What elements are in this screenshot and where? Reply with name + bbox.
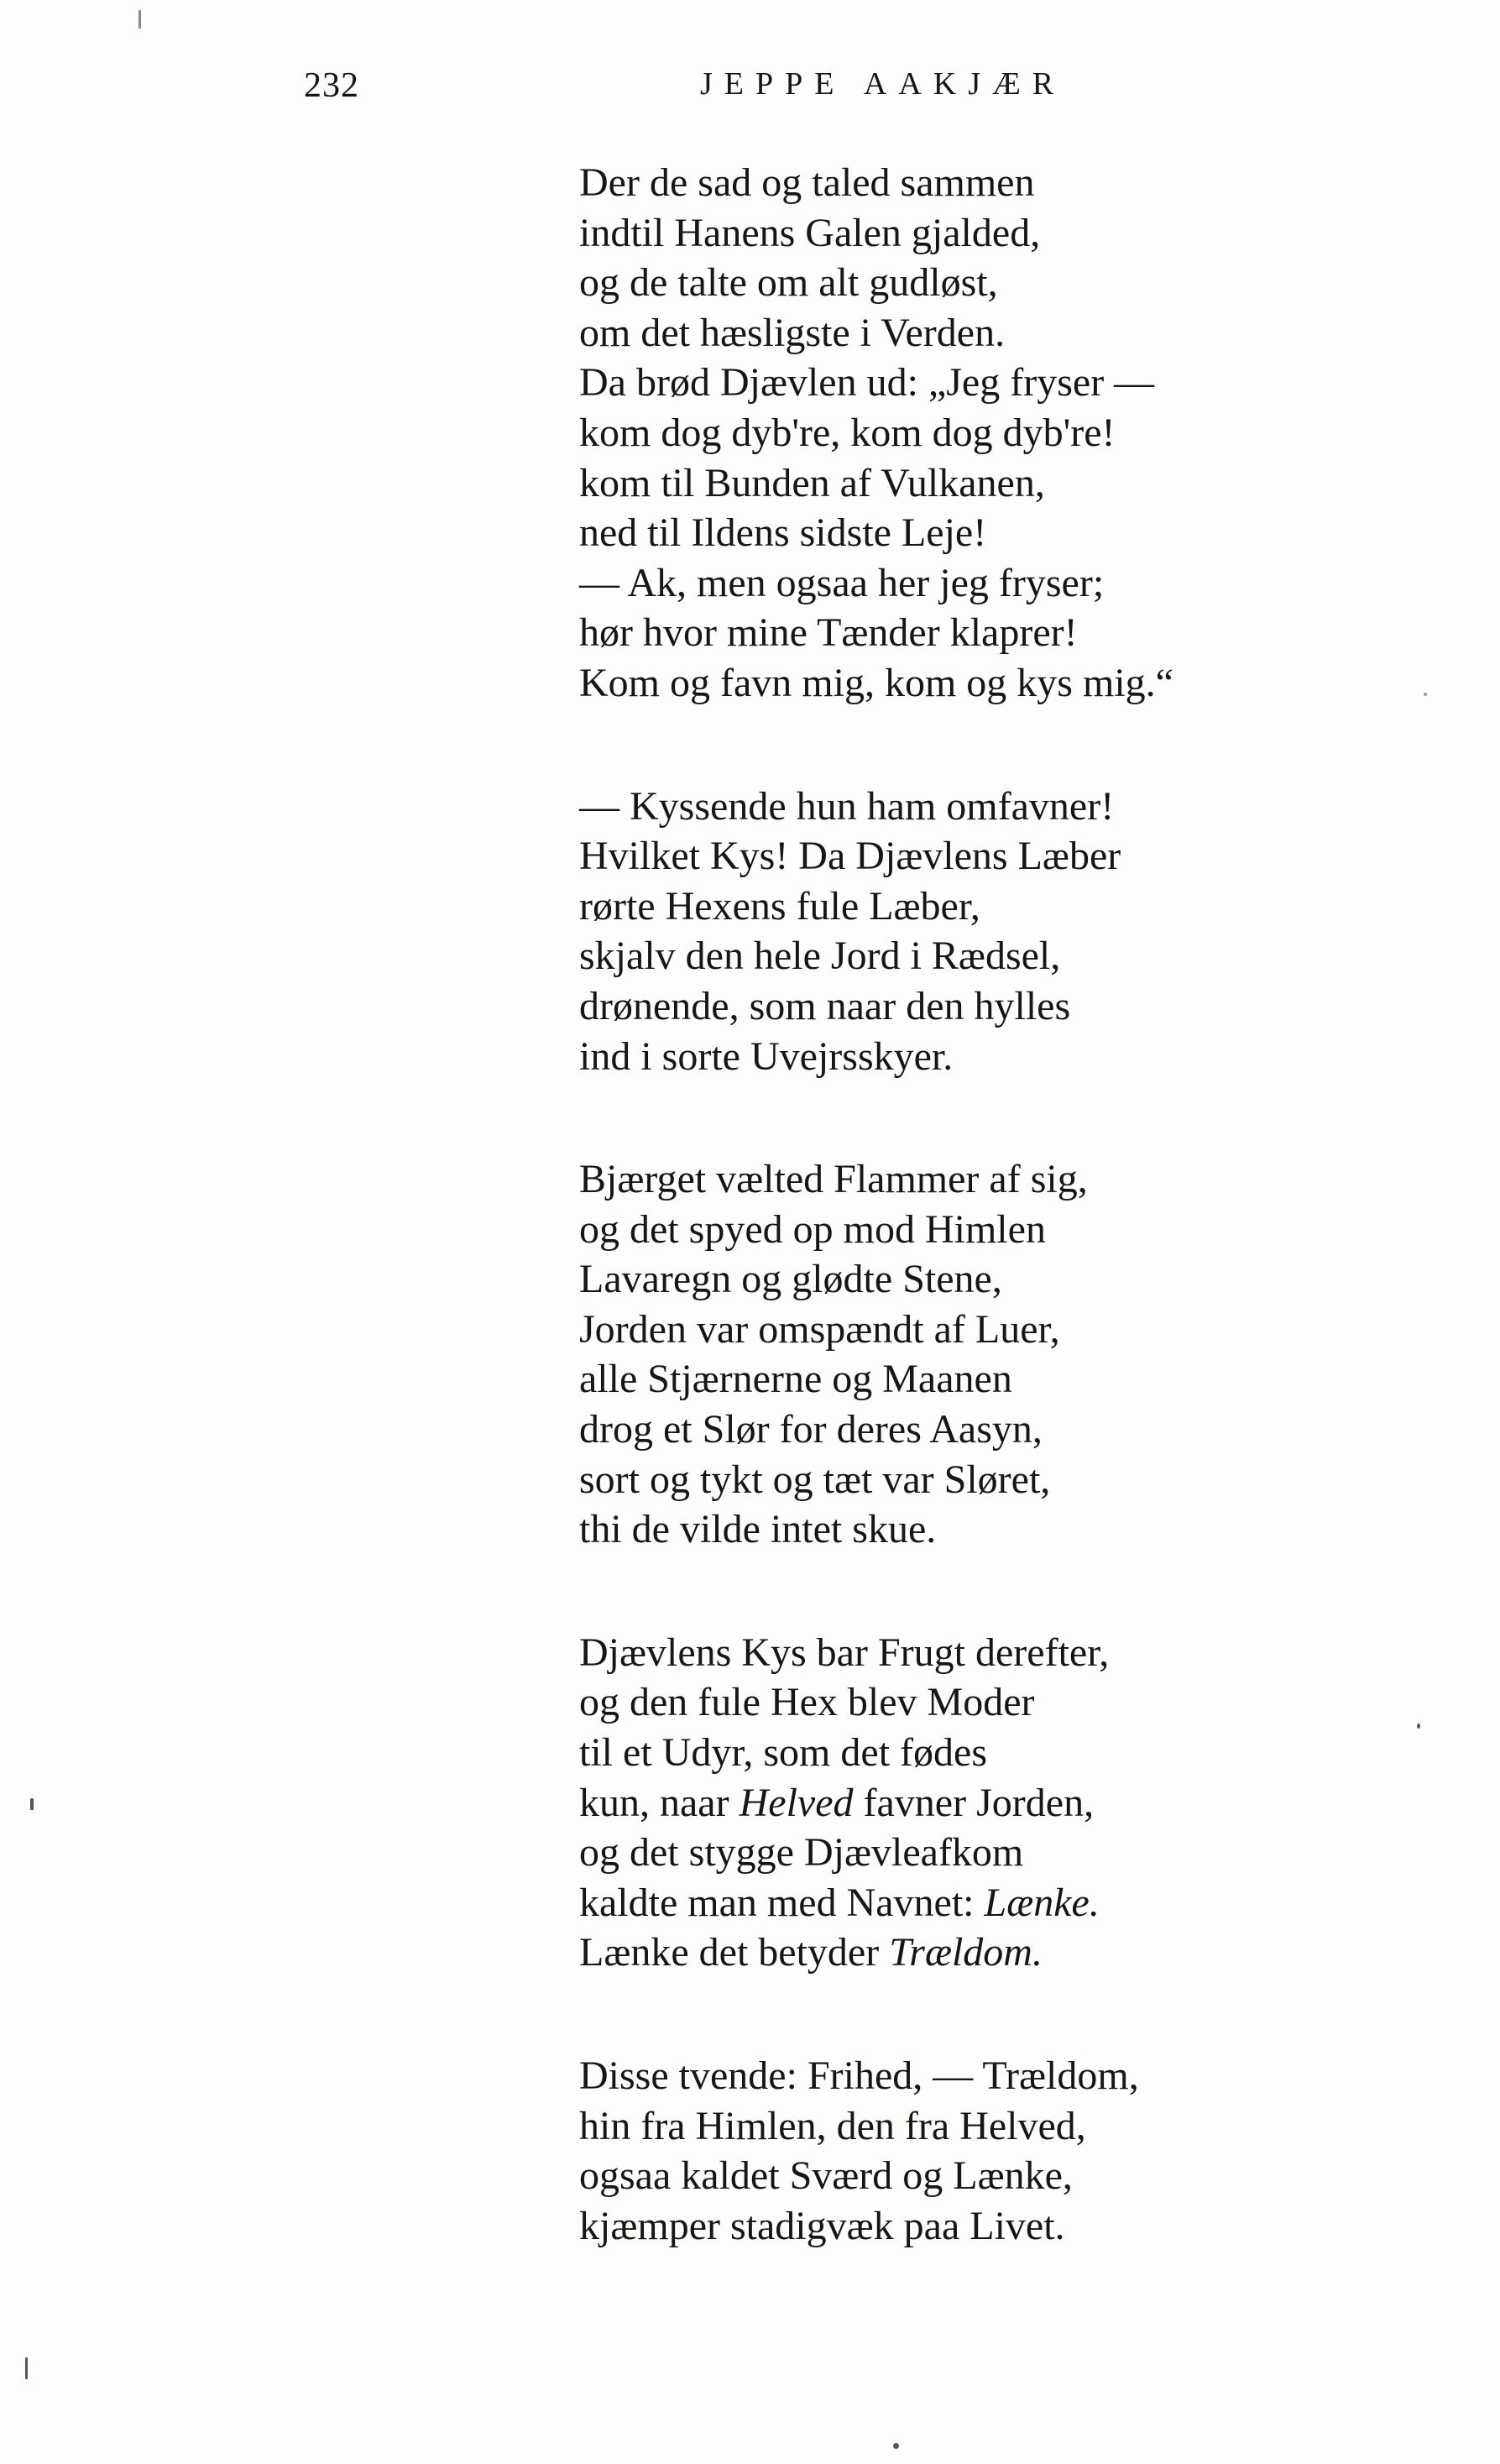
- verse-line: hin fra Himlen, den fra Helved,: [579, 2103, 1086, 2148]
- verse-line: Der de sad og taled sammen: [579, 160, 1035, 205]
- stanza-4: [579, 1628, 1419, 1978]
- verse-line: [579, 1878, 1419, 1928]
- verse-line: kom dog dyb're, kom dog dyb're!: [579, 410, 1116, 455]
- verse-line: Bjærget vælted Flammer af sig,: [579, 1157, 1088, 1202]
- verse-line: thi de vilde intet skue.: [579, 1507, 937, 1552]
- verse-line: alle Stjærnerne og Maanen: [579, 1357, 1012, 1402]
- stanza-5: [579, 2051, 1419, 2251]
- scan-speck: [25, 2357, 28, 2379]
- poem-body: [579, 158, 1419, 2324]
- verse-line: [579, 1928, 1419, 1978]
- verse-line: rørte Hexens fule Læber,: [579, 883, 980, 929]
- verse-line: drønende, som naar den hylles: [579, 983, 1071, 1028]
- verse-line: Disse tvende: Frihed, — Trældom,: [579, 2053, 1139, 2098]
- scan-speck: [30, 1798, 34, 1810]
- verse-line: Lavaregn og glødte Stene,: [579, 1257, 1002, 1302]
- italic-word: Helved: [739, 1780, 854, 1825]
- verse-line: ind i sorte Uvejrsskyer.: [579, 1033, 954, 1079]
- scan-speck: [893, 2443, 899, 2449]
- running-head: JEPPE AAKJÆR: [700, 66, 1066, 102]
- verse-line: [579, 1778, 1419, 1828]
- scan-speck: [1417, 1724, 1420, 1729]
- verse-line: og det stygge Djævleafkom: [579, 1830, 1024, 1875]
- italic-word: Trældom.: [889, 1930, 1043, 1975]
- stanza-1: [579, 158, 1419, 709]
- verse-line: skjalv den hele Jord i Rædsel,: [579, 934, 1061, 979]
- stanza-3: [579, 1154, 1419, 1555]
- page-number: 232: [304, 66, 359, 105]
- verse-text: kaldte man med Navnet:: [579, 1880, 985, 1925]
- verse-line: til et Udyr, som det fødes: [579, 1730, 987, 1776]
- verse-line: drog et Slør for deres Aasyn,: [579, 1407, 1043, 1452]
- verse-line: om det hæsligste i Verden.: [579, 310, 1006, 355]
- verse-line: Djævlens Kys bar Frugt derefter,: [579, 1630, 1110, 1675]
- verse-line: Jorden var omspændt af Luer,: [579, 1306, 1060, 1352]
- italic-word: Lænke.: [984, 1880, 1100, 1925]
- verse-line: Da brød Djævlen ud: „Jeg fryser —: [579, 360, 1155, 405]
- verse-text: kun, naar: [579, 1780, 740, 1825]
- verse-text: favner Jorden,: [853, 1780, 1095, 1825]
- verse-line: Hvilket Kys! Da Djævlens Læber: [579, 834, 1121, 879]
- verse-line: ogsaa kaldet Sværd og Lænke,: [579, 2153, 1073, 2199]
- verse-line: og det spyed op mod Himlen: [579, 1206, 1046, 1252]
- verse-line: sort og tykt og tæt var Sløret,: [579, 1457, 1051, 1502]
- verse-line: indtil Hanens Galen gjalded,: [579, 210, 1041, 255]
- verse-line: kom til Bunden af Vulkanen,: [579, 460, 1045, 505]
- verse-line: hør hvor mine Tænder klaprer!: [579, 610, 1078, 656]
- verse-line: Kom og favn mig, kom og kys mig.“: [579, 660, 1173, 705]
- verse-line: og de talte om alt gudløst,: [579, 260, 998, 306]
- verse-line: kjæmper stadigvæk paa Livet.: [579, 2203, 1065, 2248]
- scan-speck: [139, 10, 141, 29]
- verse-line: ned til Ildens sidste Leje!: [579, 510, 987, 556]
- verse-line: — Kyssende hun ham omfavner!: [579, 783, 1115, 829]
- scan-speck: [1424, 693, 1427, 696]
- verse-line: — Ak, men ogsaa her jeg fryser;: [579, 560, 1105, 605]
- verse-text: Lænke det betyder: [579, 1930, 890, 1975]
- verse-line: og den fule Hex blev Moder: [579, 1680, 1035, 1725]
- stanza-2: [579, 782, 1419, 1082]
